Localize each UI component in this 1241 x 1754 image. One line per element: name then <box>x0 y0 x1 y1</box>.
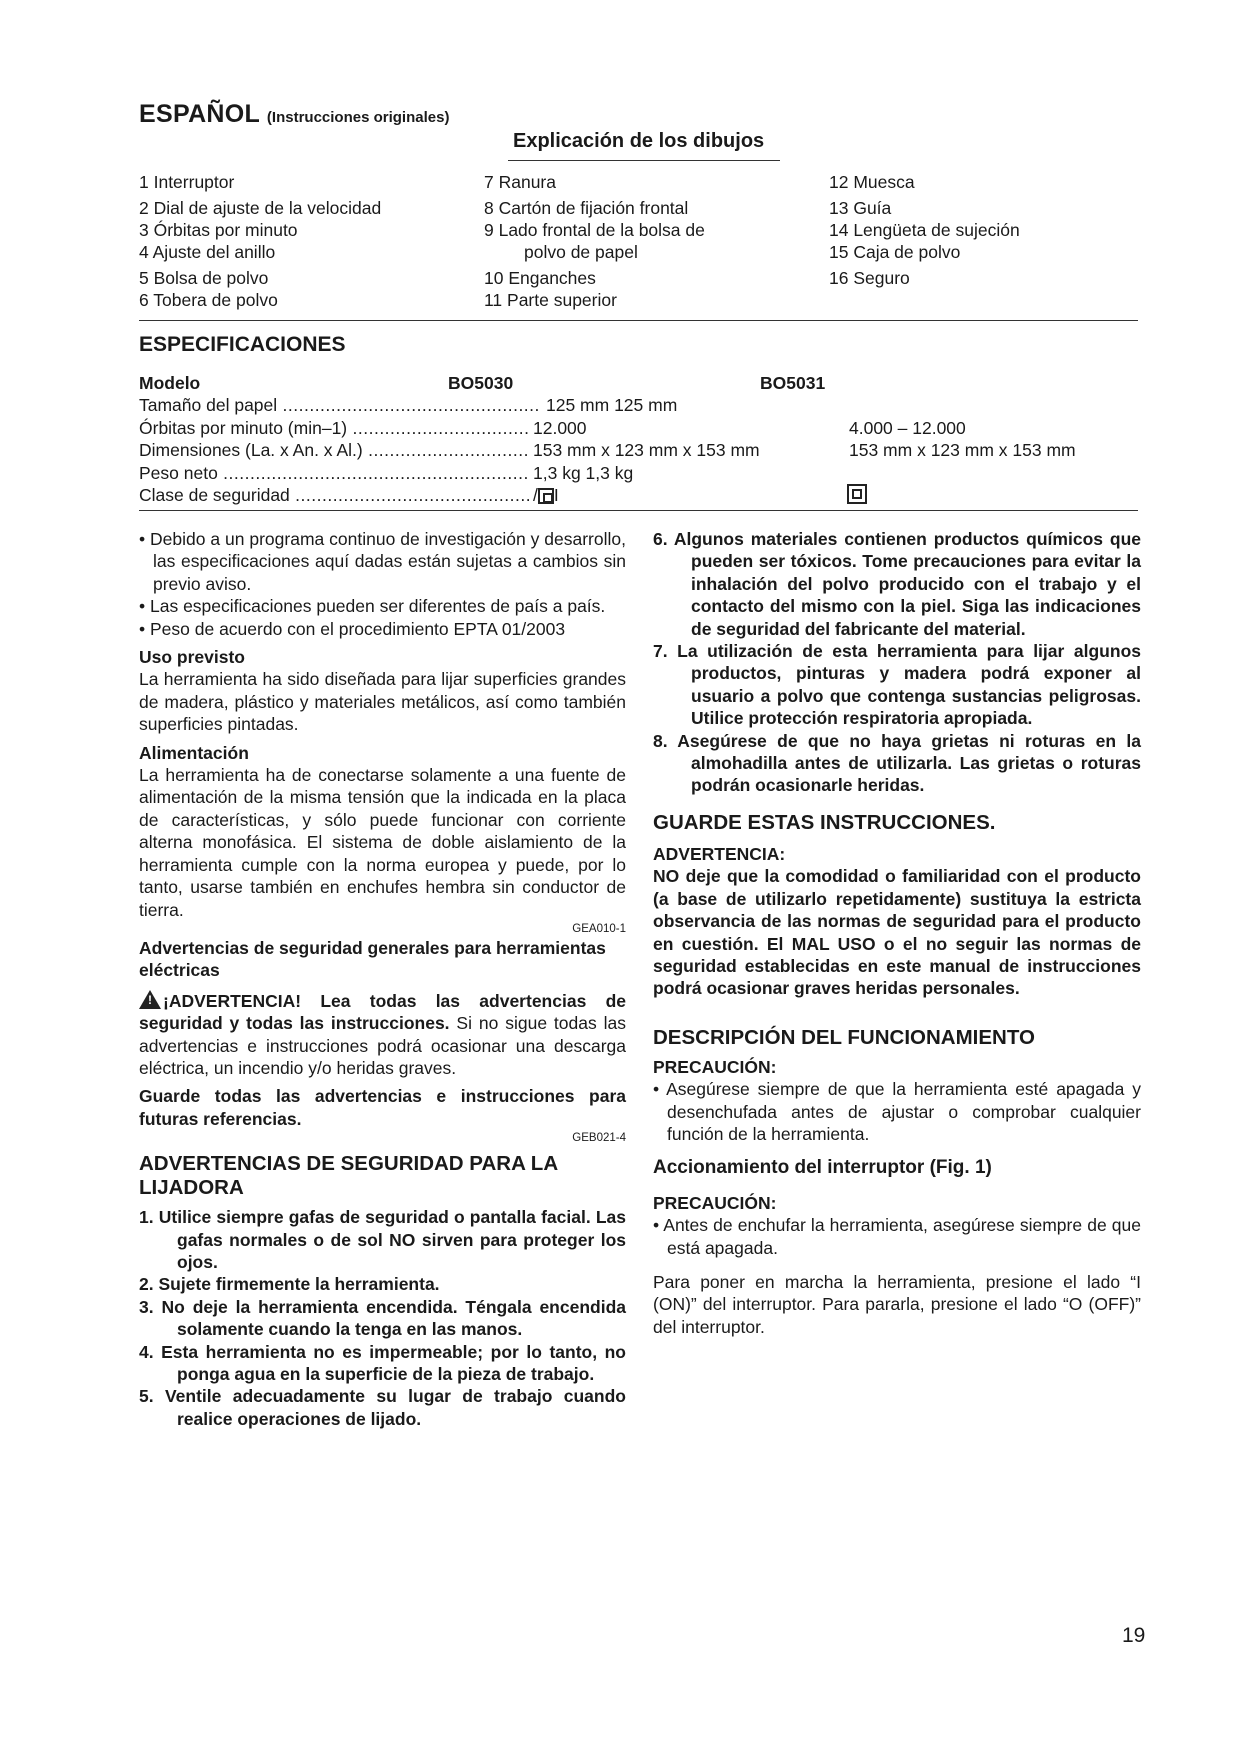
section-divider <box>139 320 1138 321</box>
spec-value-1: 1,3 kg 1,3 kg <box>533 462 634 483</box>
legend-item: 2 Dial de ajuste de la velocidad <box>139 198 382 218</box>
general-warnings-title: Advertencias de seguridad generales para herramientas eléctricas <box>139 937 606 981</box>
spec-value-1: / I <box>533 484 559 505</box>
safety-item: 4. Esta herramienta no es impermeable; por lo tanto, no ponga agua en la superficie de la pieza de trabajo. <box>139 1341 626 1384</box>
legend-item: 11 Parte superior <box>484 290 617 310</box>
safety-item: 1. Utilice siempre gafas de seguridad o pantalla facial. Las gafas normales o de sol NO sirven para proteger los ojos. <box>139 1207 626 1272</box>
safety-item: 6. Algunos materiales contienen productos químicos que pueden ser tóxicos. Tome precauciones para evitar la inhalación del polvo producido con el trabajo y el contacto del mismo con la piel. Siga las indicaciones de seguridad del fabricante del material. <box>653 529 1141 639</box>
legend-item: 9 Lado frontal de la bolsa de <box>484 220 705 240</box>
legend-item: 6 Tobera de polvo <box>139 290 278 310</box>
uso-previsto-title: Uso previsto <box>139 647 245 668</box>
spec-note: • Debido a un programa continuo de investigación y desarrollo, las especificaciones aquí dadas están sujetas a cambios sin previo aviso. <box>139 529 626 594</box>
reference-code: GEB021-4 <box>572 1132 626 1145</box>
reference-code: GEA010-1 <box>572 922 626 935</box>
switch-instructions: Para poner en marcha la herramienta, presione el lado “I (ON)” del interruptor. Para pararla, presione el lado “O (OFF)” del interruptor. <box>653 1271 1141 1337</box>
spec-label: Peso neto ..... <box>139 462 529 484</box>
double-insulation-icon <box>847 484 867 504</box>
safety-item: 3. No deje la herramienta encendida. Téngala encendida solamente cuando la tenga en las manos. <box>139 1296 626 1340</box>
right-column <box>653 528 1141 1338</box>
left-column <box>139 528 626 1430</box>
caution-label: PRECAUCIÓN: <box>653 1056 777 1077</box>
legend-item-continued: polvo de papel <box>524 242 638 262</box>
switch-action-title: Accionamiento del interruptor (Fig. 1) <box>653 1157 992 1179</box>
legend-item: 1 Interruptor <box>139 172 235 192</box>
model-2: BO5031 <box>760 373 826 393</box>
spec-label: Clase de seguridad ..... <box>139 484 529 506</box>
warning-triangle-icon <box>139 990 161 1009</box>
legend-column-2 <box>484 171 705 311</box>
save-instructions-title: GUARDE ESTAS INSTRUCCIONES. <box>653 810 996 834</box>
function-description-title: DESCRIPCIÓN DEL FUNCIONAMIENTO <box>653 1025 1035 1049</box>
legend-item: 13 Guía <box>829 198 892 218</box>
section-divider <box>139 510 1138 511</box>
uso-previsto-text: La herramienta ha sido diseñada para lijar superficies grandes de madera, plástico y materiales metálicos, así como también superficies pintadas. <box>139 669 626 735</box>
language-subtitle: (Instrucciones originales) <box>266 109 450 126</box>
spec-label: Dimensiones (La. x An. x Al.) ..... <box>139 439 529 461</box>
model-1: BO5030 <box>448 373 514 393</box>
safety-item: 7. La utilización de esta herramienta para lijar algunos productos, pinturas y madera podrá exponer al usuario a polvo que contenga sustancias peligrosas. Utilice protección respiratoria apropiada. <box>653 641 1141 729</box>
safety-item: 2. Sujete firmemente la herramienta. <box>139 1274 440 1295</box>
spec-value-1: 12.000 <box>533 417 587 438</box>
caution-text: • Antes de enchufar la herramienta, asegúrese siempre de que está apagada. <box>653 1215 1141 1258</box>
warning-paragraph: !¡ADVERTENCIA! Lea todas las advertencias de seguridad y todas las instrucciones. Si no sigue todas las advertencias e instrucciones podrá ocasionar una descarga eléctrica, un incendio y/o heridas graves. <box>139 990 626 1080</box>
spec-value-2 <box>847 484 867 506</box>
legend-item: 14 Lengüeta de sujeción <box>829 220 1020 240</box>
legend-item: 15 Caja de polvo <box>829 242 961 262</box>
warning-label: ADVERTENCIA: <box>653 843 786 864</box>
legend-item: 10 Enganches <box>484 268 596 288</box>
warning-text: NO deje que la comodidad o familiaridad con el producto (a base de utilizarlo repetidamente) sustituya la estricta observancia de las normas de seguridad para el producto en cuestión. El MAL USO o el no seguir las normas de seguridad establecidas en este manual de instrucciones podrá ocasionar graves heridas personales. <box>653 866 1141 999</box>
legend-item: 7 Ranura <box>484 172 556 192</box>
save-warnings-text: Guarde todas las advertencias e instrucciones para futuras referencias. <box>139 1086 626 1129</box>
legend-title: Explicación de los dibujos <box>513 130 765 152</box>
language-title: ESPAÑOL <box>139 100 260 128</box>
double-insulation-icon <box>538 488 554 504</box>
spec-value-1: 125 mm 125 mm <box>546 395 678 416</box>
sander-safety-title: ADVERTENCIAS DE SEGURIDAD PARA LA LIJADORA <box>139 1152 558 1200</box>
alimentacion-title: Alimentación <box>139 742 249 763</box>
class-suffix: I <box>553 484 559 505</box>
legend-column-1 <box>139 171 381 311</box>
legend-item: 8 Cartón de fijación frontal <box>484 198 689 218</box>
language-heading <box>139 100 449 129</box>
model-label: Modelo <box>139 373 201 393</box>
legend-item: 12 Muesca <box>829 172 915 192</box>
spec-note: • Peso de acuerdo con el procedimiento EPTA 01/2003 <box>139 618 566 639</box>
spec-label: Tamaño del papel ..... <box>139 394 539 416</box>
specs-title: ESPECIFICACIONES <box>139 333 346 356</box>
legend-item: 3 Órbitas por minuto <box>139 220 298 240</box>
spec-value-2: 4.000 – 12.000 <box>849 417 966 438</box>
legend-item: 16 Seguro <box>829 268 910 288</box>
page-number: 19 <box>1122 1624 1146 1647</box>
alimentacion-text: La herramienta ha de conectarse solamente a una fuente de alimentación de la misma tensión que la indicada en la placa de características, y sólo puede funcionar con corriente alterna monofásica. El sistema de doble aislamiento de la herramienta cumple con la norma europea y puede, por lo tanto, usarse también en enchufes hembra sin conductor de tierra. <box>139 765 626 920</box>
legend-item: 4 Ajuste del anillo <box>139 242 276 262</box>
caution-text: • Asegúrese siempre de que la herramienta esté apagada y desenchufada antes de ajustar o comprobar cualquier función de la herramienta. <box>653 1079 1141 1144</box>
legend-column-3 <box>829 171 1020 289</box>
safety-item: 8. Asegúrese de que no haya grietas ni roturas en la almohadilla antes de utilizarla. Las grietas o roturas podrán ocasionarle heridas. <box>653 730 1141 796</box>
legend-title-rule <box>508 160 780 161</box>
legend-item: 5 Bolsa de polvo <box>139 268 269 288</box>
spec-value-2: 153 mm x 123 mm x 153 mm <box>849 440 1076 461</box>
spec-note: • Las especificaciones pueden ser diferentes de país a país. <box>139 596 606 617</box>
spec-value-1: 153 mm x 123 mm x 153 mm <box>533 440 760 461</box>
caution-label: PRECAUCIÓN: <box>653 1192 777 1213</box>
spec-label: Órbitas por minuto (min–1) ..... <box>139 417 529 439</box>
safety-item: 5. Ventile adecuadamente su lugar de trabajo cuando realice operaciones de lijado. <box>139 1386 626 1429</box>
